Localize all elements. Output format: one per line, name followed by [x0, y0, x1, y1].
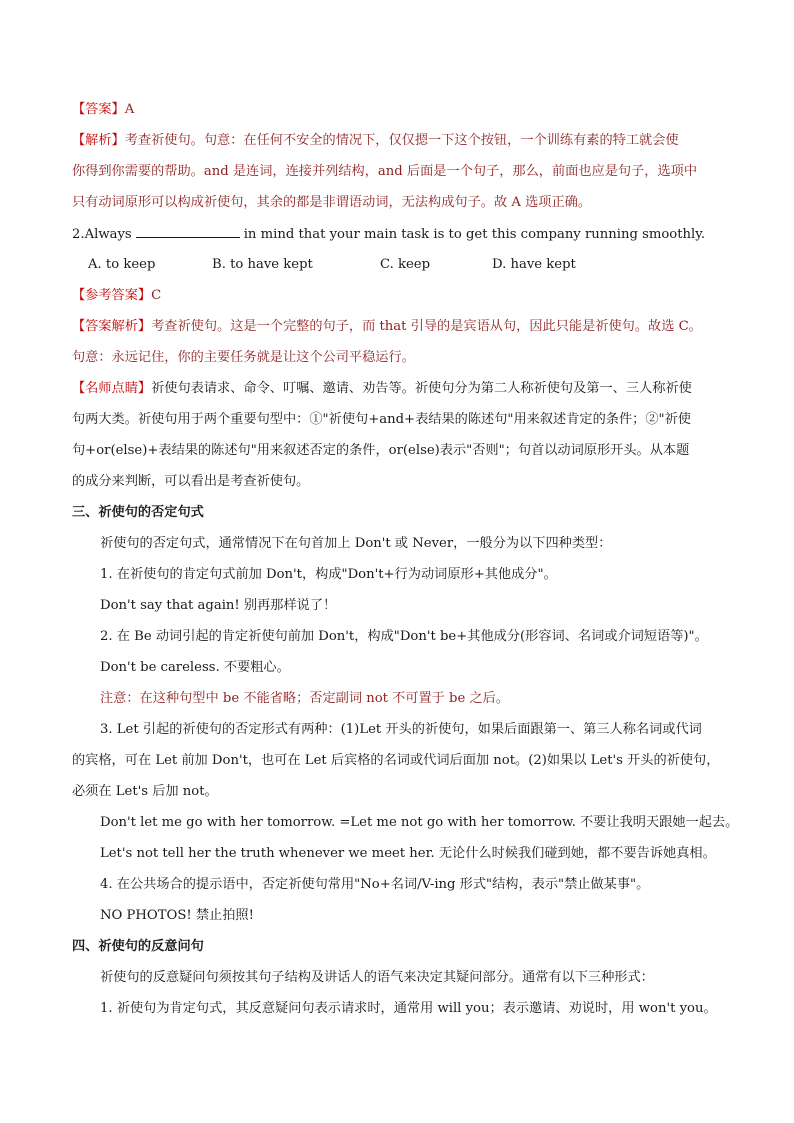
section-3-item-2: 2. 在 Be 动词引起的肯定祈使句前加 Don't，构成"Don't be+其他成分(形容词、名词或介词短语等)"。 — [100, 629, 708, 644]
section-4-item-1: 1. 祈使句为肯定句式，其反意疑问句表示请求时，通常用 will you；表示邀请、劝说时，用 won't you。 — [100, 1001, 717, 1016]
section-3-example-2: Don't be careless. 不要粗心。 — [100, 660, 290, 675]
reference-answer-label: 【参考答案】 — [72, 288, 152, 303]
analysis-line-1 — [72, 131, 724, 162]
answer-analysis-line-2: 句意：永远记住，你的主要任务就是让这个公司平稳运行。 — [72, 350, 415, 365]
teacher-note-line-1 — [72, 379, 724, 410]
section-3-heading: 三、祈使句的否定句式 — [72, 505, 204, 520]
answer-analysis-text: 考查祈使句。这是一个完整的句子，而 that 引导的是宾语从句，因此只能是祈使句。故选 C。 — [151, 319, 702, 334]
section-3-example-3: Don't let me go with her tomorrow. =Let me not go with her tomorrow. 不要让我明天跟她一起去。 — [100, 815, 739, 830]
section-3-item-4: 4. 在公共场合的提示语中，否定祈使句常用"No+名词/V-ing 形式"结构，表示"禁止做某事"。 — [100, 877, 650, 892]
section-3-item-3-line-2: 的宾格，可在 Let 前加 Don't，也可在 Let 后宾格的名词或代词后面加 not。(2)如果以 Let's 开头的祈使句， — [72, 753, 720, 768]
analysis-label: 【解析】 — [72, 133, 125, 148]
option-c: C. keep — [380, 257, 431, 272]
section-3-item-1: 1. 在祈使句的肯定句式前加 Don't，构成"Don't+行为动词原形+其他成分"。 — [100, 567, 557, 582]
question-2-stem-before: 2.Always — [72, 227, 132, 242]
section-3-item-3-line-3: 必须在 Let's 后加 not。 — [72, 784, 218, 799]
analysis-line-2: 你得到你需要的帮助。and 是连词，连接并列结构，and 后面是一个句子，那么，前面也应是句子，选项中 — [72, 164, 698, 179]
question-2-stem-after: in mind that your main task is to get this company running smoothly. — [243, 227, 706, 242]
answer-line-1 — [72, 100, 724, 131]
section-3-intro: 祈使句的否定句式，通常情况下在句首加上 Don't 或 Never，一般分为以下四种类型： — [100, 536, 612, 551]
section-3-example-5: NO PHOTOS! 禁止拍照! — [100, 908, 254, 923]
answer-label: 【答案】 — [72, 102, 125, 117]
option-b: B. to have kept — [212, 257, 313, 272]
section-3-example-4: Let's not tell her the truth whenever we meet her. 无论什么时候我们碰到她，都不要告诉她真相。 — [100, 846, 716, 861]
section-3-example-1: Don't say that again! 别再那样说了！ — [100, 598, 337, 613]
answer-blank — [136, 224, 240, 238]
teacher-note-line-4: 的成分来判断，可以看出是考查祈使句。 — [72, 474, 310, 489]
section-3-item-3-line-1: 3. Let 引起的祈使句的否定形式有两种：(1)Let 开头的祈使句，如果后面跟第一、第三人称名词或代词 — [100, 722, 702, 737]
analysis-text: 考查祈使句。句意：在任何不安全的情况下，仅仅摁一下这个按钮，一个训练有素的特工就会使 — [124, 133, 679, 148]
teacher-note-label: 【名师点睛】 — [72, 381, 152, 396]
teacher-note-line-3: 句+or(else)+表结果的陈述句"用来叙述否定的条件，or(else)表示"否则"；句首以动词原形开头。从本题 — [72, 443, 690, 458]
document-page — [72, 100, 739, 1030]
question-2-options — [72, 255, 724, 286]
option-a: A. to keep — [88, 257, 156, 272]
reference-answer-line — [72, 286, 724, 317]
answer-value: A — [124, 102, 135, 117]
reference-answer-value: C — [151, 288, 162, 303]
answer-analysis-label: 【答案解析】 — [72, 319, 152, 334]
question-2-stem — [72, 224, 724, 255]
option-d: D. have kept — [492, 257, 576, 272]
answer-analysis-line-1 — [72, 317, 724, 348]
section-4-intro: 祈使句的反意疑问句须按其句子结构及讲话人的语气来决定其疑问部分。通常有以下三种形式： — [100, 970, 654, 985]
teacher-note-line-2: 句两大类。祈使句用于两个重要句型中：①"祈使句+and+表结果的陈述句"用来叙述肯定的条件；②"祈使 — [72, 412, 691, 427]
teacher-note-text: 祈使句表请求、命令、叮嘱、邀请、劝告等。祈使句分为第二人称祈使句及第一、三人称祈使 — [151, 381, 692, 396]
section-4-heading: 四、祈使句的反意问句 — [72, 939, 204, 954]
analysis-line-3: 只有动词原形可以构成祈使句，其余的都是非谓语动词，无法构成句子。故 A 选项正确。 — [72, 195, 592, 210]
section-3-note: 注意：在这种句型中 be 不能省略；否定副词 not 不可置于 be 之后。 — [100, 691, 510, 706]
